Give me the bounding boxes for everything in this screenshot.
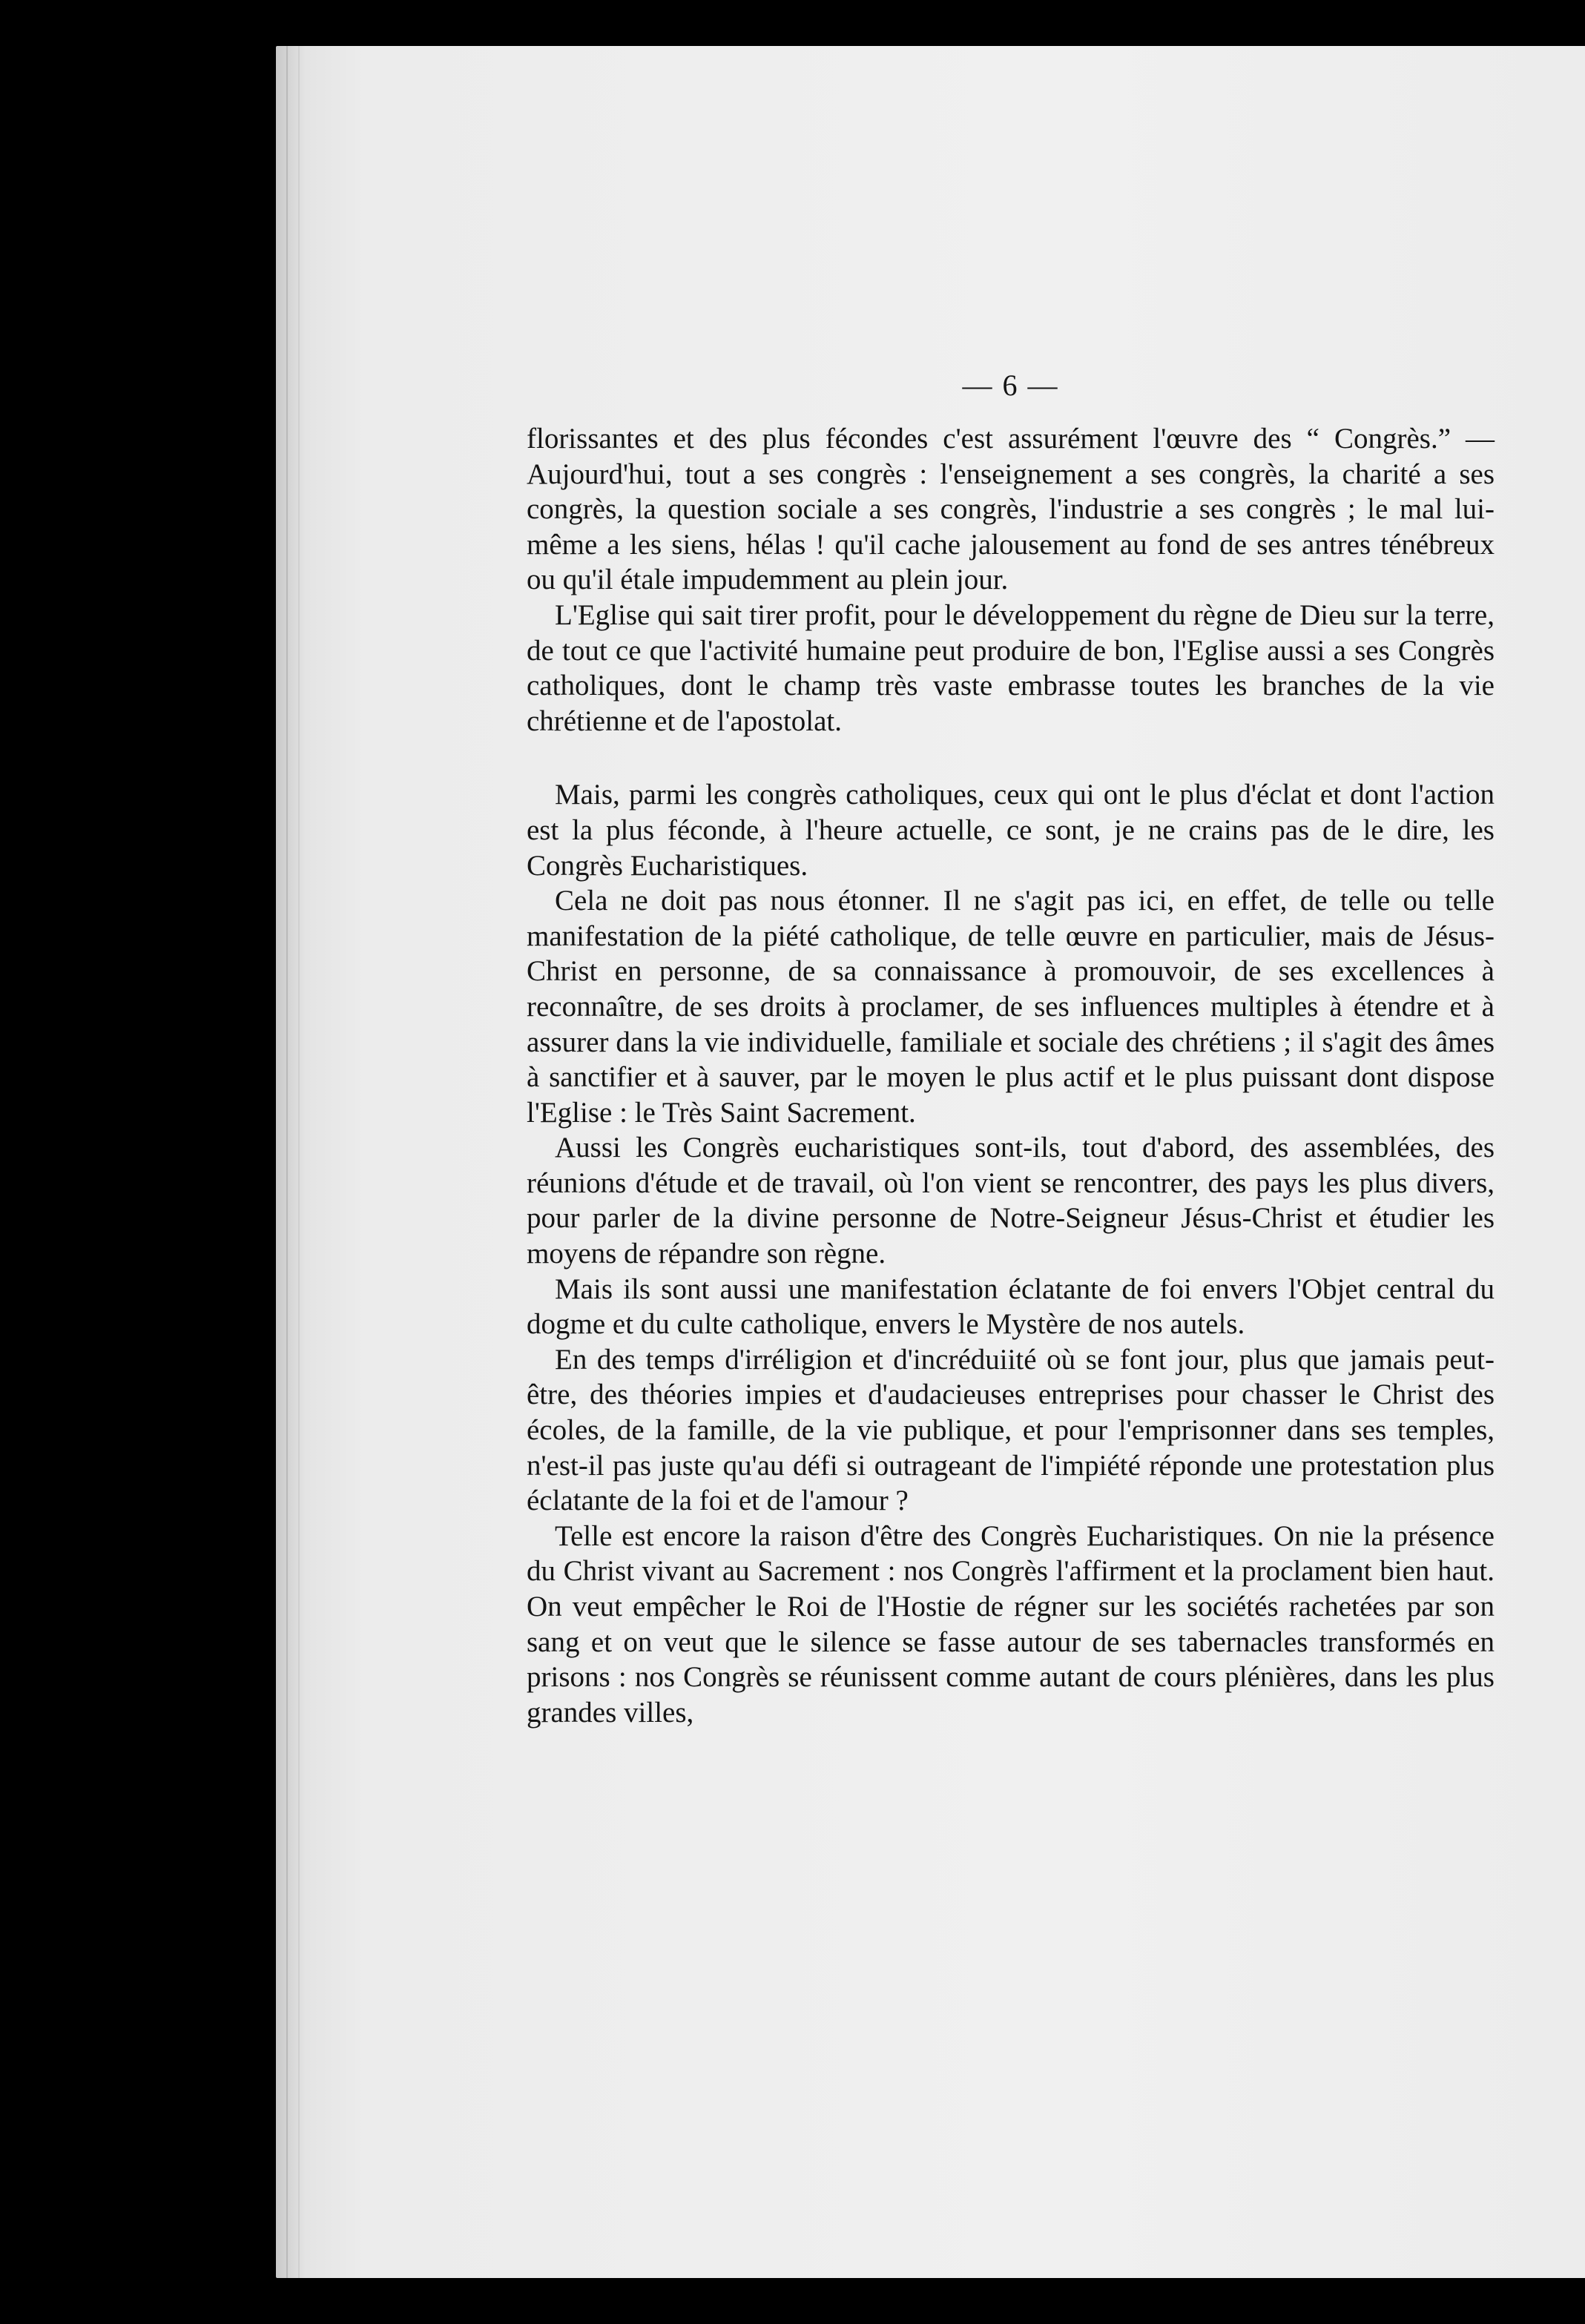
paragraph: L'Eglise qui sait tirer profit, pour le développement du règne de Dieu sur la terre, de tout ce que l'activité humaine peut produire de bon, l'Eglise aussi a ses Congrès catholiques, dont le champ très vaste embrasse toutes les branches de la vie chrétienne et de l'apostolat.	[527, 598, 1495, 737]
paragraph: En des temps d'irréligion et d'incréduiité où se font jour, plus que jamais peut-être, des théories impies et d'audacieuses entreprises pour chasser le Christ des écoles, de la famille, de la vie publique, et pour l'emprisonner dans ses temples, n'est-il pas juste qu'au défi si outrageant de l'impiété réponde une protestation plus éclatante de la foi et de l'amour ?	[527, 1343, 1495, 1517]
paragraph: florissantes et des plus fécondes c'est assurément l'œuvre des “ Congrès.” — Aujourd'hui, tout a ses congrès : l'enseignement a ses congrès, la charité a ses congrès, la question sociale a ses congrès, l'industrie a ses congrès ; le mal lui-même a les siens, hélas ! qu'il cache jalousement au fond de ses antres ténébreux ou qu'il étale impudemment au plein jour.	[527, 423, 1495, 596]
page-edge-line	[286, 46, 288, 2278]
paragraph: Cela ne doit pas nous étonner. Il ne s'agit pas ici, en effet, de telle ou telle manifestation de la piété catholique, de telle œuvre en particulier, mais de Jésus-Christ en personne, de sa connaissance à promouvoir, de ses excellences à reconnaître, de ses droits à proclamer, de ses influences multiples à étendre et à assurer dans la vie individuelle, familiale et sociale des chrétiens ; il s'agit des âmes à sanctifier et à sauver, par le moyen le plus actif et le plus puissant dont dispose l'Eglise : le Très Saint Sacrement.	[527, 885, 1495, 1129]
paragraph: Mais, parmi les congrès catholiques, ceux qui ont le plus d'éclat et dont l'action est la plus féconde, à l'heure actuelle, ce sont, je ne crains pas de le dire, les Congrès Eucharistiques.	[527, 779, 1495, 882]
page-number: — 6 —	[962, 369, 1059, 402]
text-block	[527, 371, 1495, 1730]
paragraph: Aussi les Congrès eucharistiques sont-ils, tout d'abord, des assemblées, des réunions d'étude et de travail, où l'on vient se rencontrer, des pays les plus divers, pour parler de la divine personne de Notre-Seigneur Jésus-Christ et étudier les moyens de répandre son règne.	[527, 1132, 1495, 1270]
paragraph: Telle est encore la raison d'être des Congrès Eucharistiques. On nie la présence du Christ vivant au Sacrement : nos Congrès l'affirment et la proclament bien haut. On veut empêcher le Roi de l'Hostie de régner sur les sociétés rachetées par son sang et on veut que le silence se fasse autour de ses tabernacles transformés en prisons : nos Congrès se réunissent comme autant de cours plénières, dans les plus grandes villes,	[527, 1519, 1495, 1729]
page-edge-line	[298, 46, 300, 2278]
paragraph: Mais ils sont aussi une manifestation éclatante de foi envers l'Objet central du dogme et du culte catholique, envers le Mystère de nos autels.	[527, 1272, 1495, 1341]
